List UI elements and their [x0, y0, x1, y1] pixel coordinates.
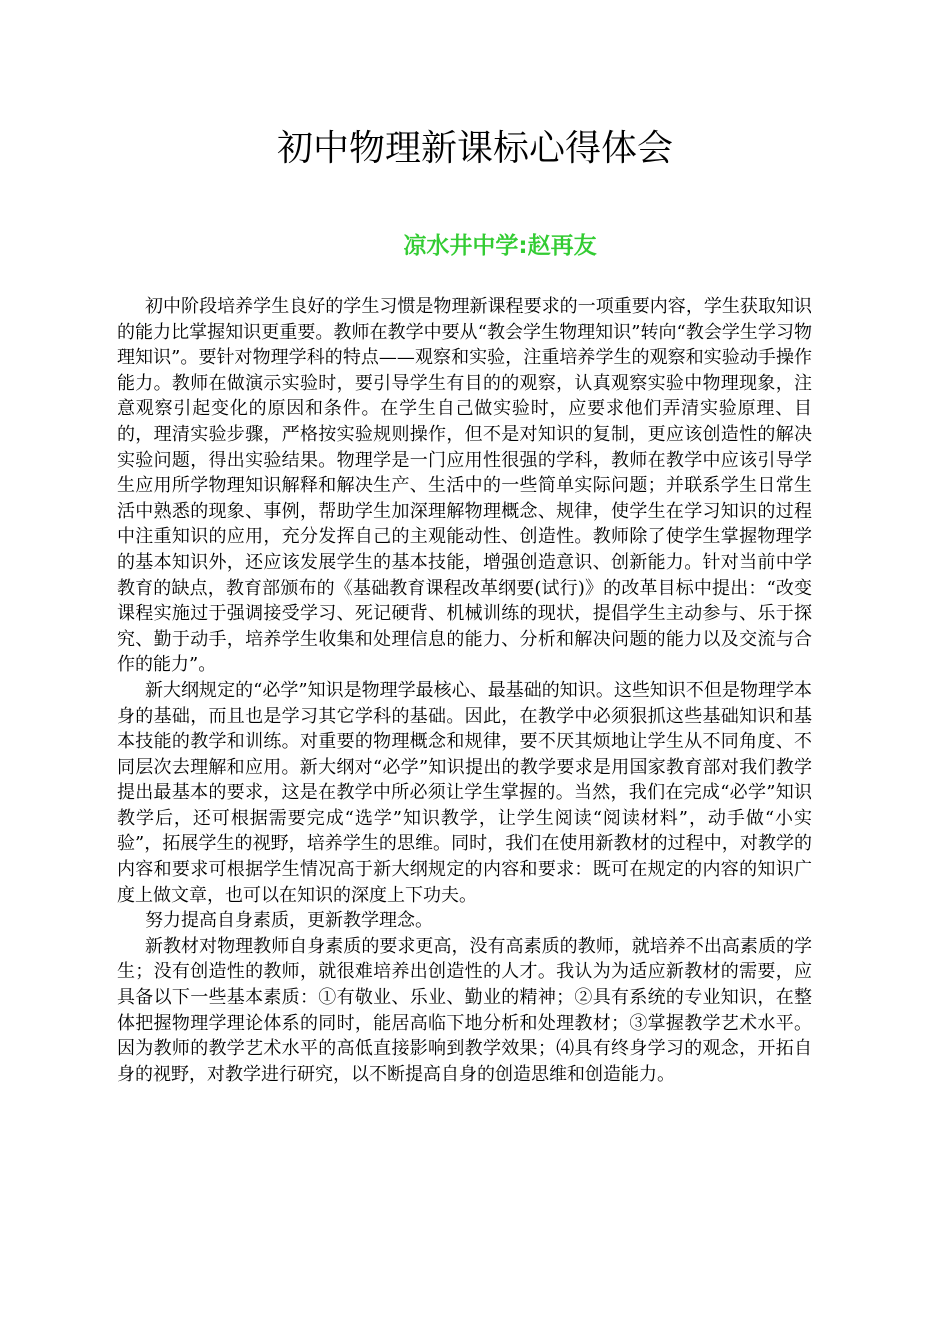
- body-paragraph: 新大纲规定的“必学”知识是物理学最核心、最基础的知识。这些知识不但是物理学本身的基础，而且也是学习其它学科的基础。因此，在教学中必须狠抓这些基础知识和基本技能的教学和训练。对重要的物理概念和规律，要不厌其烦地让学生从不同角度、不同层次去理解和应用。新大纲对“必学”知识提出的教学要求是用国家教育部对我们教学提出最基本的要求，这是在教学中所必须让学生掌握的。当然，我们在完成“必学”知识教学后，还可根据需要完成“选学”知识教学，让学生阅读“阅读材料”，动手做“小实验”，拓展学生的视野，培养学生的思维。同时，我们在使用新教材的过程中，对教学的内容和要求可根据学生情况高于新大纲规定的内容和要求：既可在规定的内容的知识广度上做文章，也可以在知识的深度上下功夫。: [117, 679, 812, 906]
- body-paragraph: 新教材对物理教师自身素质的要求更高，没有高素质的教师，就培养不出高素质的学生；没有创造性的教师，就很难培养出创造性的人才。我认为为适应新教材的需要，应具备以下一些基本素质：①有敬业、乐业、勤业的精神；②具有系统的专业知识，在整体把握物理学理论体系的同时，能居高临下地分析和处理教材；③掌握教学艺术水平。因为教师的教学艺术水平的高低直接影响到教学效果；⑷具有终身学习的观念，开拓自身的视野，对教学进行研究，以不断提高自身的创造思维和创造能力。: [117, 935, 812, 1085]
- document-author: 凉水井中学:赵再友: [403, 233, 597, 259]
- document-body: [117, 294, 812, 1087]
- document-title: 初中物理新课标心得体会: [276, 128, 673, 169]
- body-paragraph: 初中阶段培养学生良好的学生习惯是物理新课程要求的一项重要内容，学生获取知识的能力比掌握知识更重要。教师在教学中要从“教会学生物理知识”转向“教会学生学习物理知识”。要针对物理学科的特点——观察和实验，注重培养学生的观察和实验动手操作能力。教师在做演示实验时，要引导学生有目的的观察，认真观察实验中物理现象，注意观察引起变化的原因和条件。在学生自己做实验时，应要求他们弄清实验原理、目的，理清实验步骤，严格按实验规则操作，但不是对知识的复制，更应该创造性的解决实验问题，得出实验结果。物理学是一门应用性很强的学科，教师在教学中应该引导学生应用所学物理知识解释和解决生产、生活中的一些简单实际问题；并联系学生日常生活中熟悉的现象、事例，帮助学生加深理解物理概念、规律，使学生在学习知识的过程中注重知识的应用，充分发挥自己的主观能动性、创造性。教师除了使学生掌握物理学的基本知识外，还应该发展学生的基本技能，增强创造意识、创新能力。针对当前中学教育的缺点，教育部颁布的《基础教育课程改革纲要(试行)》的改革目标中提出：“改变课程实施过于强调接受学习、死记硬背、机械训练的现状，提倡学生主动参与、乐于探究、勤于动手，培养学生收集和处理信息的能力、分析和解决问题的能力以及交流与合作的能力”。: [117, 296, 812, 676]
- body-paragraph: 努力提高自身素质，更新教学理念。: [145, 910, 433, 932]
